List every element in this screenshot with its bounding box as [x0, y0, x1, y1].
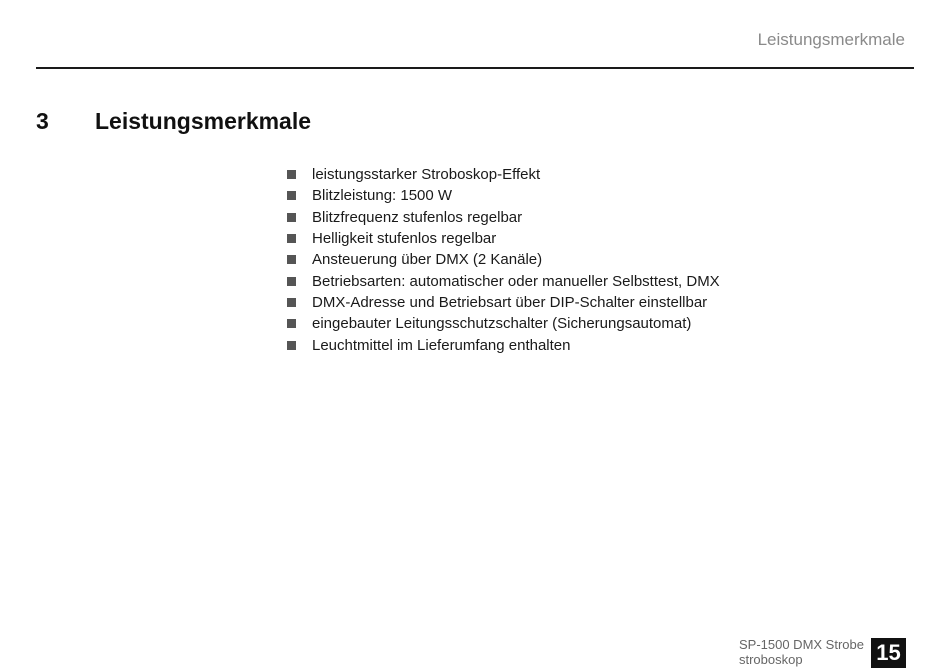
feature-text: leistungsstarker Stroboskop-Effekt — [312, 166, 541, 184]
feature-item — [287, 185, 720, 206]
square-bullet-icon — [287, 191, 296, 200]
footer-product-line: SP-1500 DMX Strobe — [738, 637, 864, 652]
feature-text: eingebauter Leitungsschutzschalter (Sicherungsautomat) — [312, 315, 692, 333]
feature-item — [287, 334, 720, 355]
header-divider — [36, 67, 914, 69]
feature-text: Blitzfrequenz stufenlos regelbar — [312, 208, 523, 226]
chapter-number: 3 — [36, 108, 49, 134]
feature-item — [287, 207, 720, 228]
feature-text: Ansteuerung über DMX (2 Kanäle) — [312, 251, 543, 269]
feature-list — [287, 164, 720, 356]
footer-product-name — [739, 637, 864, 667]
square-bullet-icon — [287, 170, 296, 179]
square-bullet-icon — [287, 213, 296, 222]
feature-text: Blitzleistung: 1500 W — [312, 187, 453, 205]
square-bullet-icon — [287, 234, 296, 243]
square-bullet-icon — [287, 319, 296, 328]
feature-item — [287, 292, 720, 313]
feature-text: DMX-Adresse und Betriebsart über DIP-Schalter einstellbar — [312, 293, 708, 311]
feature-item — [287, 249, 720, 270]
chapter-title: Leistungsmerkmale — [95, 108, 312, 134]
feature-item — [287, 313, 720, 334]
footer-product-line: stroboskop — [738, 652, 803, 667]
feature-item — [287, 164, 720, 185]
feature-item — [287, 228, 720, 249]
running-header: Leistungsmerkmale — [757, 30, 905, 49]
feature-item — [287, 270, 720, 291]
page-number: 15 — [871, 638, 906, 668]
feature-text: Helligkeit stufenlos regelbar — [312, 230, 497, 248]
square-bullet-icon — [287, 298, 296, 307]
square-bullet-icon — [287, 341, 296, 350]
square-bullet-icon — [287, 277, 296, 286]
square-bullet-icon — [287, 255, 296, 264]
feature-text: Leuchtmittel im Lieferumfang enthalten — [312, 336, 571, 354]
feature-text: Betriebsarten: automatischer oder manueller Selbsttest, DMX — [312, 272, 720, 290]
